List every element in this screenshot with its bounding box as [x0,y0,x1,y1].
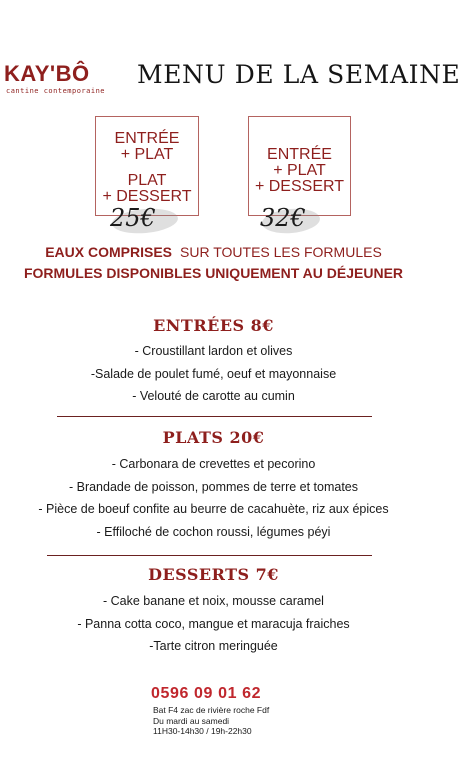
list-item: - Effiloché de cochon roussi, légumes péyi [96,524,331,539]
formula-1-line: ENTRÉE [114,130,180,147]
phone-number: 0596 09 01 62 [151,685,262,702]
address: Bat F4 zac de rivière roche Fdf [153,705,270,715]
opening-hours: 11H30-14h30 / 19h-22h30 [153,726,252,736]
formula-1-line: PLAT [127,172,167,189]
water-included-strong: EAUX COMPRISES [45,244,173,260]
section-title-entrees: ENTRÉES 8€ [153,316,274,335]
list-item: - Carbonara de crevettes et pecorino [111,457,316,471]
water-included-rest: SUR TOUTES LES FORMULES [180,244,382,260]
desserts-list [0,590,427,658]
formula-2-line: ENTRÉE [267,146,332,163]
formula-box-1 [95,116,199,216]
divider [47,555,372,556]
opening-days: Du mardi au samedi [153,715,230,726]
section-title-desserts: DESSERTS 7€ [148,565,279,584]
entrees-list [0,340,427,408]
brand-logo [4,62,122,95]
formula-2-line: + PLAT [273,162,326,179]
list-item: - Croustillant lardon et olives [134,344,293,358]
formula-2-line: + DESSERT [254,178,345,195]
divider [57,416,372,417]
water-included-note [0,244,427,260]
plats-list [0,453,427,543]
formula-1-price: 25€ [110,204,156,232]
formula-box-2 [248,116,351,216]
list-item: -Tarte citron meringuée [149,639,278,653]
formula-1-line: + PLAT [120,146,174,163]
list-item: - Pièce de boeuf confite au beurre de cacahuète, riz aux épices [38,502,389,516]
list-item: - Brandade de poisson, pommes de terre et tomates [68,479,359,494]
list-item: - Panna cotta coco, mangue et maracuja fraiches [77,616,350,631]
brand-tagline: cantine contemporaine [6,87,106,95]
page-title: MENU DE LA SEMAINE [137,60,460,89]
list-item: -Salade de poulet fumé, oeuf et mayonnaise [90,366,337,381]
lunch-only-note: FORMULES DISPONIBLES UNIQUEMENT AU DÉJEUNER [23,265,404,281]
brand-name: KAY'BÔ [4,61,90,86]
list-item: - Velouté de carotte au cumin [132,389,295,403]
list-item: - Cake banane et noix, mousse caramel [103,594,324,608]
formula-1-line: + DESSERT [102,188,192,205]
contact-info [153,705,269,737]
section-title-plats: PLATS 20€ [162,428,265,447]
formula-2-price: 32€ [260,204,306,232]
